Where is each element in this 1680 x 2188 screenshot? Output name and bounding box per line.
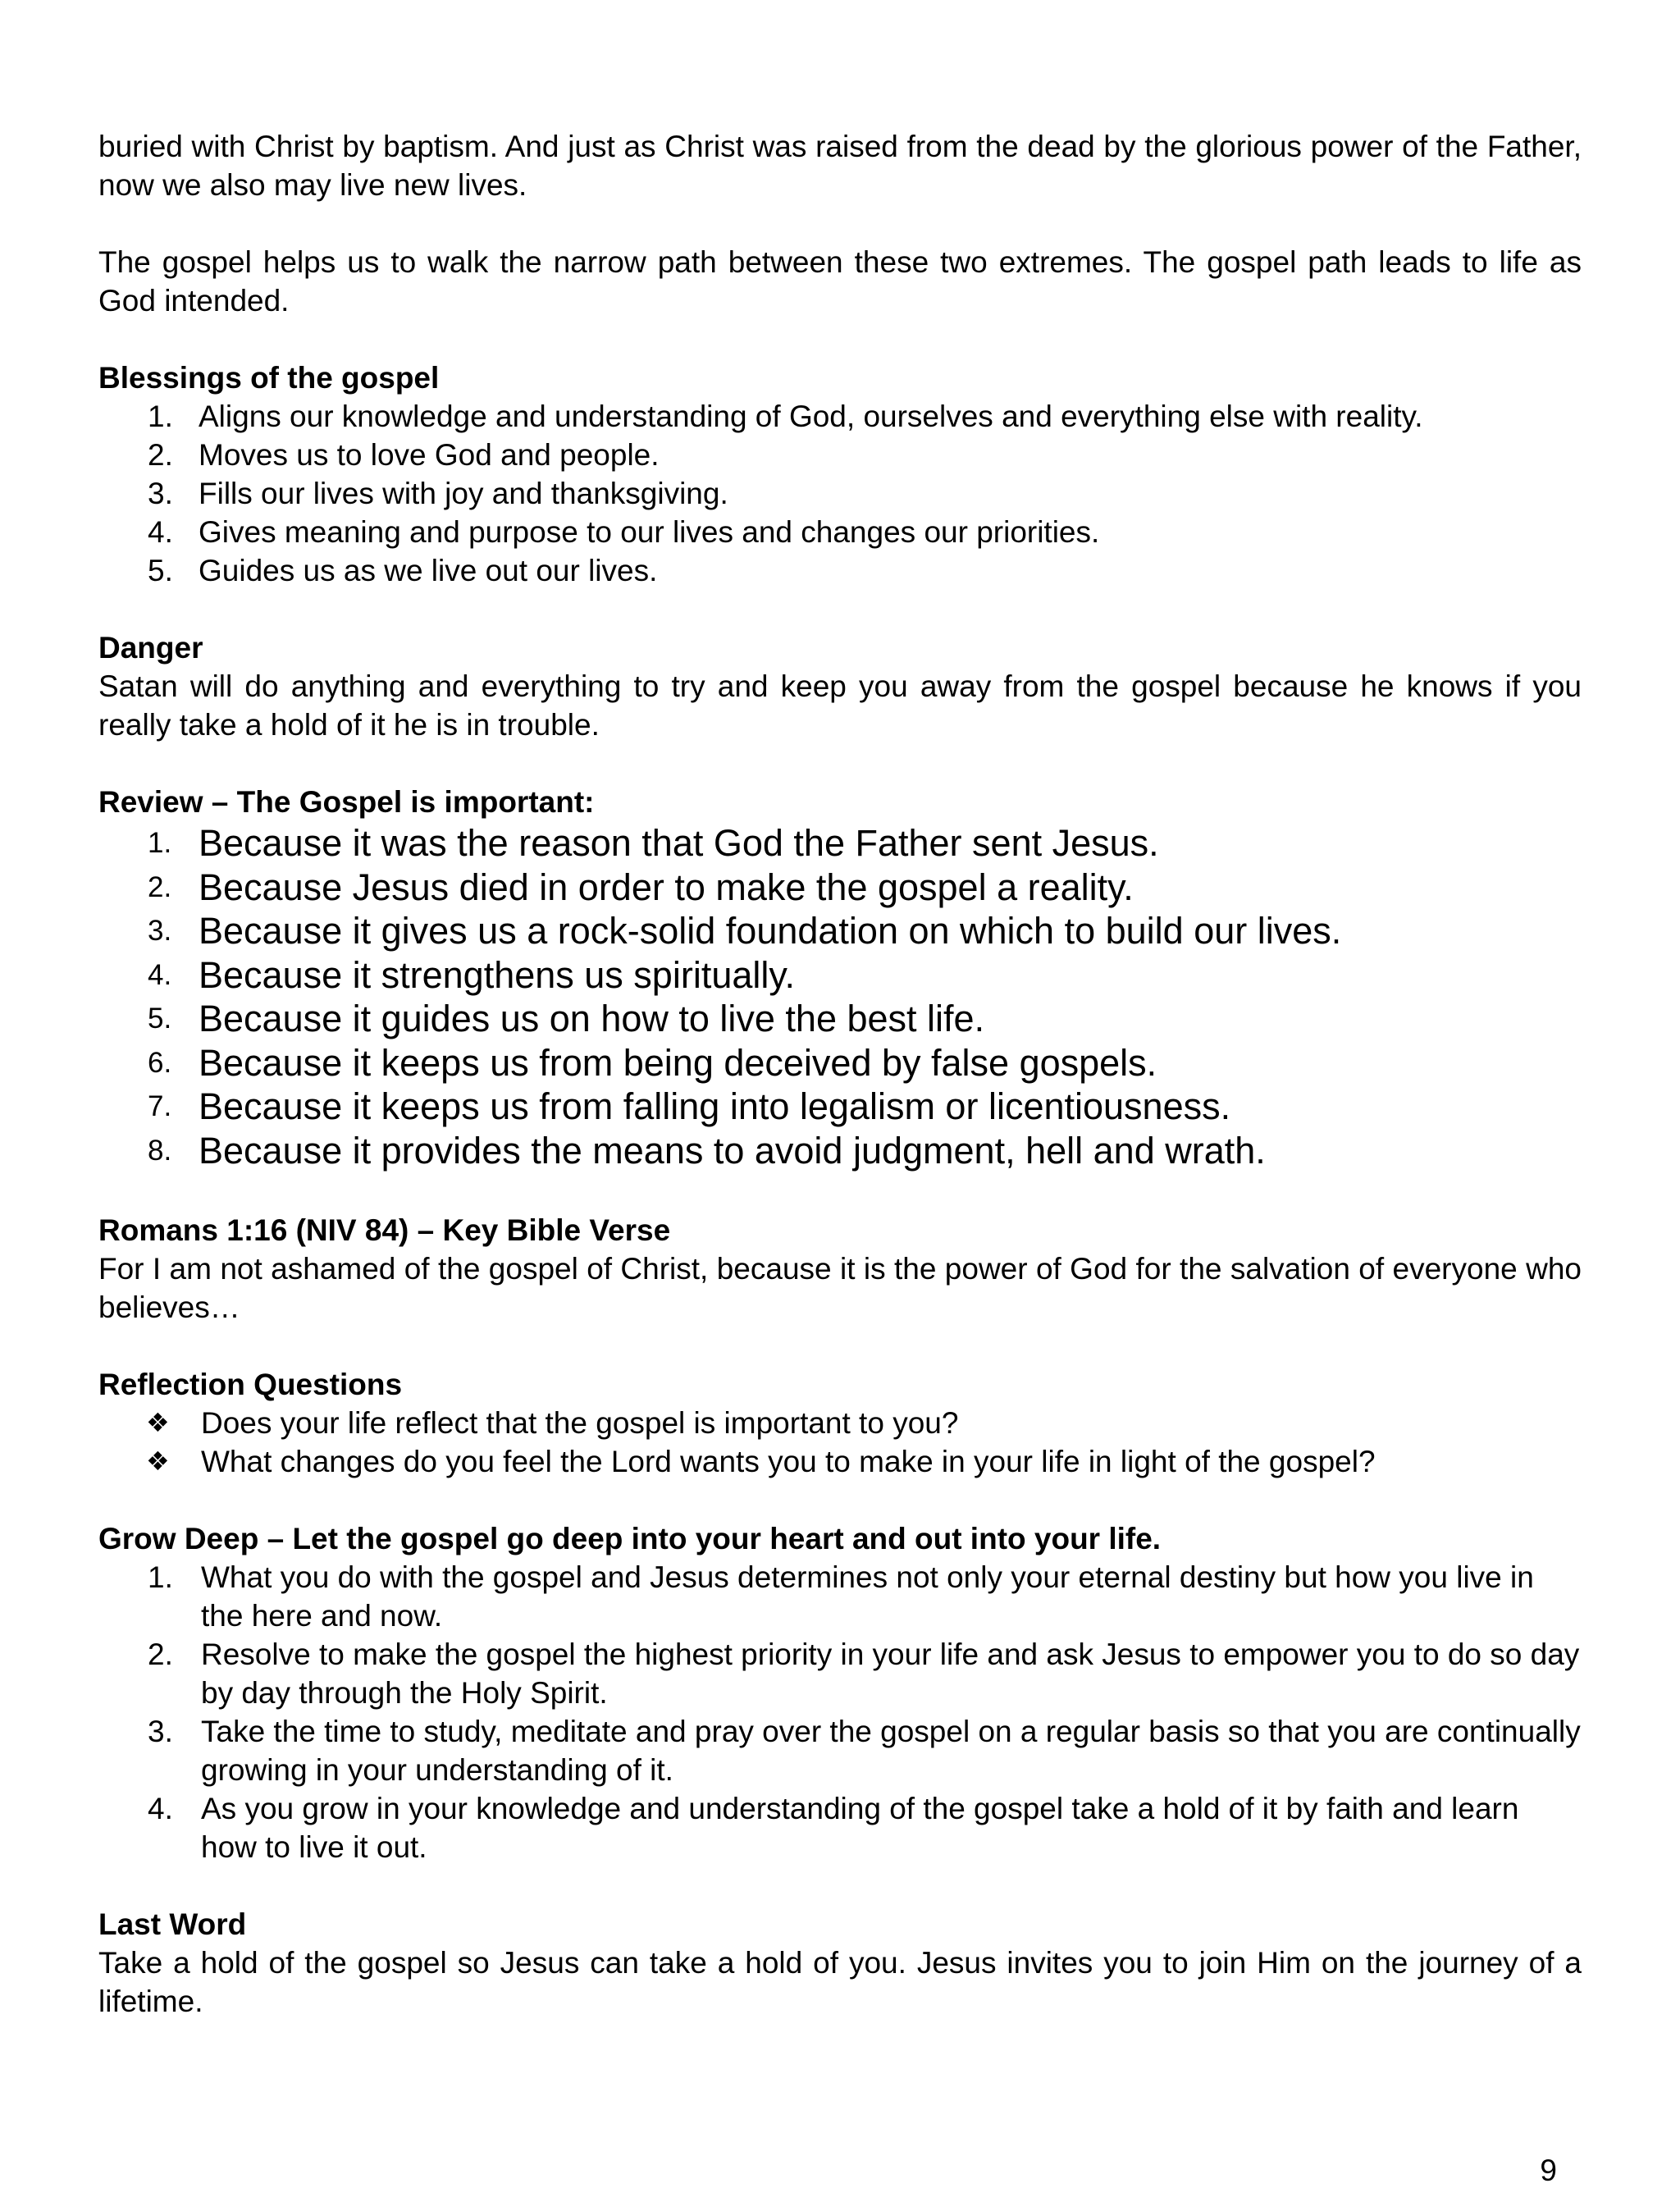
- list-item: [98, 1635, 1582, 1712]
- list-number: 1.: [148, 1560, 173, 1594]
- intro-paragraph-2: The gospel helps us to walk the narrow path between these two extremes. The gospel path leads to life as God intended.: [98, 245, 1582, 317]
- list-number: 3.: [148, 1715, 173, 1748]
- spacer: [98, 590, 1582, 628]
- list-item-text: Take the time to study, meditate and pray over the gospel on a regular basis so that you are continually growing in your understanding of it.: [201, 1715, 1581, 1787]
- list-number: 3.: [148, 477, 173, 510]
- review-heading: Review – The Gospel is important:: [98, 785, 595, 819]
- document-page: [98, 127, 1582, 2021]
- list-number: 1.: [148, 400, 173, 433]
- diamond-bullet-icon: ❖: [146, 1407, 170, 1438]
- list-item: [98, 1442, 1582, 1481]
- list-item: [98, 909, 1582, 953]
- list-item-text: Because it keeps us from being deceived by false gospels.: [199, 1041, 1157, 1084]
- list-number: 2.: [148, 870, 172, 903]
- list-number: 1.: [148, 827, 172, 859]
- list-item: [98, 953, 1582, 998]
- list-number: 4.: [148, 515, 173, 549]
- list-item: [98, 1404, 1582, 1442]
- list-item: [98, 474, 1582, 513]
- list-number: 2.: [148, 438, 173, 472]
- list-item: [98, 1789, 1582, 1866]
- list-item: [98, 513, 1582, 551]
- list-number: 4.: [148, 958, 172, 991]
- list-item: [98, 436, 1582, 474]
- list-item-text: Because it guides us on how to live the best life.: [199, 998, 985, 1039]
- last-word-heading: Last Word: [98, 1907, 247, 1941]
- spacer: [98, 320, 1582, 359]
- spacer: [98, 1481, 1582, 1519]
- list-item-text: Does your life reflect that the gospel is important to you?: [201, 1406, 959, 1440]
- danger-text: Satan will do anything and everything to try and keep you away from the gospel because he knows if you really take a hold of it he is in trouble.: [98, 669, 1582, 742]
- list-item: [98, 1085, 1582, 1129]
- spacer: [98, 204, 1582, 243]
- list-item-text: Because it strengthens us spiritually.: [199, 953, 796, 996]
- list-item-text: Moves us to love God and people.: [199, 438, 660, 472]
- list-item: [98, 1558, 1582, 1635]
- key-verse-text: For I am not ashamed of the gospel of Christ, because it is the power of God for the salvation of everyone who believes…: [98, 1252, 1582, 1324]
- reflection-list: [98, 1404, 1582, 1481]
- danger-heading: Danger: [98, 631, 203, 665]
- spacer: [98, 1172, 1582, 1211]
- review-list: [98, 821, 1582, 1172]
- list-item-text: Because it keeps us from falling into legalism or licentiousness.: [199, 1085, 1231, 1127]
- list-number: 6.: [148, 1046, 172, 1079]
- blessings-heading: Blessings of the gospel: [98, 361, 440, 395]
- list-item-text: Because it gives us a rock-solid foundation on which to build our lives.: [199, 910, 1342, 952]
- list-number: 7.: [148, 1090, 172, 1122]
- grow-deep-list: [98, 1558, 1582, 1866]
- list-item: [98, 1712, 1582, 1789]
- list-item-text: Because Jesus died in order to make the gospel a reality.: [199, 866, 1134, 908]
- list-item-text: What changes do you feel the Lord wants you to make in your life in light of the gospel?: [201, 1445, 1376, 1478]
- last-word-text: Take a hold of the gospel so Jesus can take a hold of you. Jesus invites you to join Him on the journey of a lifetime.: [98, 1946, 1582, 2018]
- list-item-text: Guides us as we live out our lives.: [199, 554, 658, 587]
- list-item: [98, 1129, 1582, 1173]
- list-number: 5.: [148, 554, 173, 587]
- key-verse-heading: Romans 1:16 (NIV 84) – Key Bible Verse: [98, 1213, 671, 1247]
- list-number: 3.: [148, 915, 172, 947]
- list-item: [98, 821, 1582, 866]
- list-item-text: Gives meaning and purpose to our lives and changes our priorities.: [199, 515, 1100, 549]
- spacer: [98, 744, 1582, 783]
- list-item-text: Aligns our knowledge and understanding of God, ourselves and everything else with reality.: [199, 400, 1423, 433]
- list-item-text: Resolve to make the gospel the highest priority in your life and ask Jesus to empower you to do so day by day through the Holy Spirit.: [201, 1638, 1580, 1710]
- list-item: [98, 866, 1582, 910]
- list-item: [98, 1041, 1582, 1085]
- page-number: 9: [1540, 2154, 1557, 2187]
- reflection-heading: Reflection Questions: [98, 1368, 403, 1401]
- blessings-list: [98, 397, 1582, 590]
- list-item-text: Because it provides the means to avoid judgment, hell and wrath.: [199, 1129, 1266, 1172]
- grow-deep-heading: Grow Deep – Let the gospel go deep into your heart and out into your life.: [98, 1522, 1162, 1555]
- diamond-bullet-icon: ❖: [146, 1446, 170, 1477]
- spacer: [98, 1866, 1582, 1905]
- list-item-text: Fills our lives with joy and thanksgiving.: [199, 477, 728, 510]
- list-number: 2.: [148, 1638, 173, 1671]
- spacer: [98, 1327, 1582, 1365]
- intro-paragraph-1: buried with Christ by baptism. And just as Christ was raised from the dead by the glorious power of the Father, now we also may live new lives.: [98, 130, 1582, 202]
- list-item: [98, 397, 1582, 436]
- list-number: 5.: [148, 1003, 172, 1035]
- list-number: 8.: [148, 1134, 172, 1167]
- list-item-text: What you do with the gospel and Jesus determines not only your eternal destiny but how you live in the here and now.: [201, 1560, 1534, 1633]
- list-item: [98, 551, 1582, 590]
- list-item: [98, 997, 1582, 1041]
- list-number: 4.: [148, 1792, 173, 1825]
- list-item-text: As you grow in your knowledge and understanding of the gospel take a hold of it by faith and learn how to live it out.: [201, 1792, 1519, 1864]
- list-item-text: Because it was the reason that God the Father sent Jesus.: [199, 822, 1159, 864]
